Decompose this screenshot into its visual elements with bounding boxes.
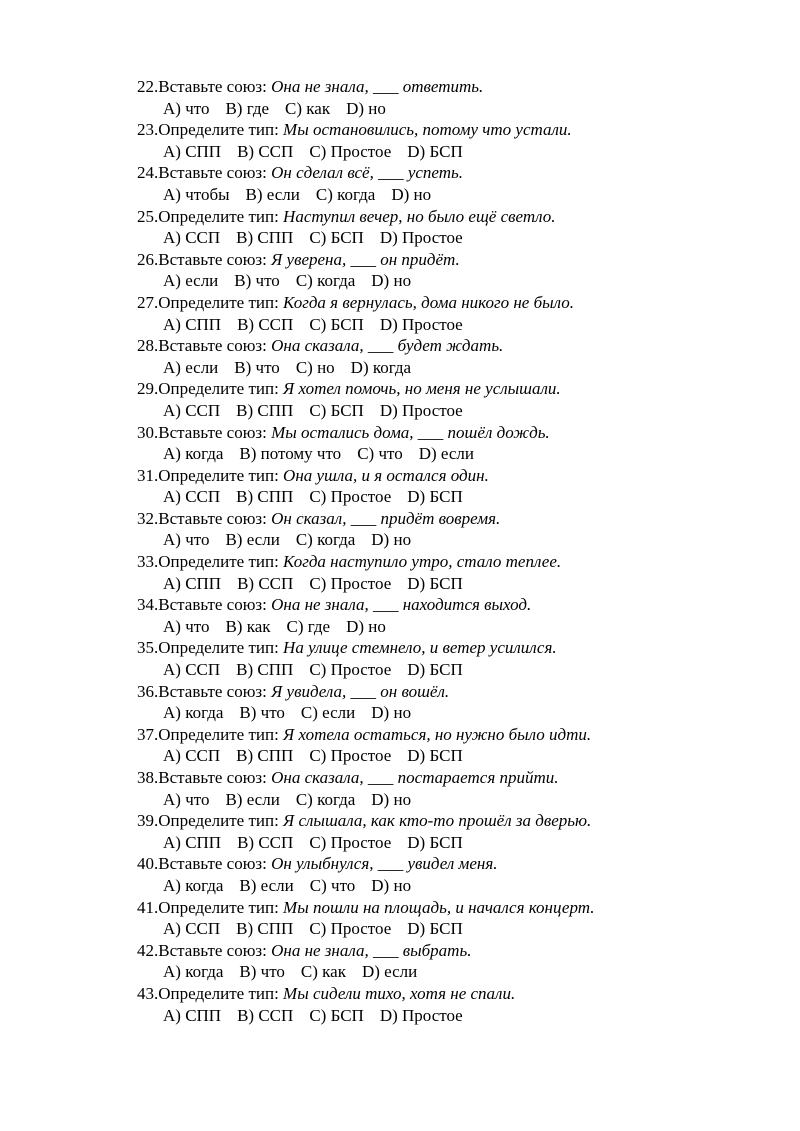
answer-option: A) что bbox=[163, 98, 210, 118]
question-sentence: Она ушла, и я остался один. bbox=[283, 465, 489, 485]
question-instruction: Определите тип: bbox=[158, 638, 284, 658]
question-sentence: Мы остались дома, ___ пошёл дождь. bbox=[271, 422, 550, 442]
question-item bbox=[137, 119, 757, 162]
answer-option: D) но bbox=[346, 616, 386, 636]
question-instruction: Определите тип: bbox=[158, 465, 284, 485]
question-line bbox=[137, 206, 757, 228]
question-number: 40. bbox=[137, 854, 159, 874]
question-sentence: Наступил вечер, но было ещё светло. bbox=[283, 206, 556, 226]
question-instruction: Вставьте союз: bbox=[158, 77, 272, 96]
answer-option: A) ССП bbox=[163, 228, 221, 248]
question-instruction: Определите тип: bbox=[158, 120, 284, 140]
question-line bbox=[137, 594, 757, 616]
question-sentence: Она не знала, ___ находится выход. bbox=[271, 595, 532, 615]
answer-option: C) когда bbox=[295, 271, 356, 291]
answer-option: D) Простое bbox=[379, 1005, 463, 1025]
answer-option: B) ССП bbox=[237, 832, 294, 852]
question-line bbox=[137, 810, 757, 832]
question-line bbox=[137, 422, 757, 444]
answer-option: B) СПП bbox=[236, 487, 294, 507]
answer-option: A) когда bbox=[163, 444, 224, 464]
question-item bbox=[137, 206, 757, 249]
answer-option: C) Простое bbox=[309, 832, 392, 852]
question-line bbox=[137, 983, 757, 1005]
question-instruction: Вставьте союз: bbox=[158, 854, 272, 874]
answer-option: C) когда bbox=[315, 184, 376, 204]
question-line bbox=[137, 681, 757, 703]
question-item bbox=[137, 249, 757, 292]
answer-option: C) Простое bbox=[309, 487, 392, 507]
answer-options bbox=[137, 357, 757, 379]
answer-option: A) что bbox=[163, 530, 210, 550]
answer-options bbox=[137, 486, 757, 508]
question-line bbox=[137, 249, 757, 271]
answer-option: A) когда bbox=[163, 962, 224, 982]
question-instruction: Вставьте союз: bbox=[158, 940, 272, 960]
answer-options bbox=[137, 961, 757, 983]
question-line bbox=[137, 162, 757, 184]
answer-option: D) БСП bbox=[407, 141, 463, 161]
answer-option: D) БСП bbox=[407, 832, 463, 852]
question-item bbox=[137, 594, 757, 637]
question-item bbox=[137, 422, 757, 465]
question-item bbox=[137, 810, 757, 853]
question-item bbox=[137, 292, 757, 335]
question-sentence: Мы сидели тихо, хотя не спали. bbox=[283, 983, 516, 1003]
answer-option: D) Простое bbox=[379, 400, 463, 420]
question-number: 33. bbox=[137, 552, 159, 572]
answer-option: D) БСП bbox=[407, 487, 463, 507]
answer-options bbox=[137, 616, 757, 638]
answer-option: B) что bbox=[234, 357, 280, 377]
answer-option: D) но bbox=[371, 530, 412, 550]
question-number: 36. bbox=[137, 681, 159, 701]
question-item bbox=[137, 378, 757, 421]
question-sentence: Я увидела, ___ он вошёл. bbox=[271, 681, 450, 701]
answer-option: C) где bbox=[286, 616, 331, 636]
answer-option: B) что bbox=[239, 962, 285, 982]
answer-option: D) Простое bbox=[379, 314, 463, 334]
question-sentence: Он сделал всё, ___ успеть. bbox=[271, 163, 463, 183]
question-instruction: Вставьте союз: bbox=[158, 768, 272, 787]
answer-option: B) СПП bbox=[236, 919, 294, 939]
question-number: 42. bbox=[137, 940, 159, 960]
answer-option: B) что bbox=[239, 703, 285, 723]
answer-options bbox=[137, 832, 757, 854]
question-number: 31. bbox=[137, 465, 159, 485]
answer-options bbox=[137, 918, 757, 940]
question-sentence: Когда я вернулась, дома никого не было. bbox=[283, 292, 575, 312]
question-sentence: Он улыбнулся, ___ увидел меня. bbox=[271, 854, 498, 874]
question-line bbox=[137, 637, 757, 659]
answer-options bbox=[137, 184, 757, 206]
question-sentence: Мы остановились, потому что устали. bbox=[283, 120, 572, 140]
answer-option: B) если bbox=[225, 530, 280, 550]
question-item bbox=[137, 335, 757, 378]
question-instruction: Вставьте союз: bbox=[158, 595, 272, 615]
answer-option: C) Простое bbox=[309, 660, 392, 680]
question-number: 25. bbox=[137, 206, 159, 226]
answer-option: D) но bbox=[371, 271, 412, 291]
question-line bbox=[137, 465, 757, 487]
answer-option: A) если bbox=[163, 357, 219, 377]
answer-option: C) БСП bbox=[309, 1005, 364, 1025]
answer-option: A) ССП bbox=[163, 919, 221, 939]
answer-option: A) СПП bbox=[163, 314, 222, 334]
answer-option: D) но bbox=[371, 703, 412, 723]
answer-options bbox=[137, 314, 757, 336]
question-item bbox=[137, 508, 757, 551]
question-number: 24. bbox=[137, 163, 159, 183]
question-number: 43. bbox=[137, 983, 159, 1003]
question-sentence: Она сказала, ___ постарается прийти. bbox=[271, 768, 559, 787]
question-number: 29. bbox=[137, 379, 159, 399]
question-item bbox=[137, 897, 757, 940]
answer-options bbox=[137, 659, 757, 681]
question-item bbox=[137, 853, 757, 896]
question-line bbox=[137, 119, 757, 141]
answer-option: B) ССП bbox=[237, 314, 294, 334]
question-sentence: На улице стемнело, и ветер усилился. bbox=[283, 638, 557, 658]
answer-option: B) ССП bbox=[237, 141, 294, 161]
answer-option: D) но bbox=[371, 875, 412, 895]
question-sentence: Мы пошли на площадь, и начался концерт. bbox=[283, 897, 595, 917]
answer-option: B) где bbox=[225, 98, 270, 118]
answer-option: C) Простое bbox=[309, 746, 392, 766]
answer-option: A) ССП bbox=[163, 660, 221, 680]
answer-option: B) СПП bbox=[236, 746, 294, 766]
answer-option: D) но bbox=[391, 184, 432, 204]
question-number: 22. bbox=[137, 77, 159, 96]
question-sentence: Она не знала, ___ ответить. bbox=[271, 77, 484, 96]
answer-options bbox=[137, 573, 757, 595]
answer-options bbox=[137, 443, 757, 465]
answer-options bbox=[137, 702, 757, 724]
question-number: 34. bbox=[137, 595, 159, 615]
answer-option: C) что bbox=[357, 444, 403, 464]
question-number: 35. bbox=[137, 638, 159, 658]
question-sentence: Я уверена, ___ он придёт. bbox=[271, 249, 460, 269]
answer-option: B) что bbox=[234, 271, 280, 291]
question-instruction: Вставьте союз: bbox=[158, 508, 272, 528]
question-item bbox=[137, 724, 757, 767]
question-sentence: Я хотел помочь, но меня не услышали. bbox=[283, 379, 561, 399]
question-sentence: Он сказал, ___ придёт вовремя. bbox=[271, 508, 501, 528]
answer-options bbox=[137, 141, 757, 163]
question-sentence: Я хотела остаться, но нужно было идти. bbox=[283, 724, 592, 744]
answer-option: D) если bbox=[418, 444, 474, 464]
question-instruction: Определите тип: bbox=[158, 552, 284, 572]
question-number: 41. bbox=[137, 897, 159, 917]
answer-option: B) потому что bbox=[239, 444, 342, 464]
question-line bbox=[137, 767, 757, 789]
answer-options bbox=[137, 98, 757, 120]
answer-option: B) СПП bbox=[236, 400, 294, 420]
answer-option: A) если bbox=[163, 271, 219, 291]
question-number: 37. bbox=[137, 724, 159, 744]
question-line bbox=[137, 551, 757, 573]
question-item bbox=[137, 162, 757, 205]
answer-options bbox=[137, 1005, 757, 1027]
answer-option: A) ССП bbox=[163, 487, 221, 507]
question-number: 30. bbox=[137, 422, 159, 442]
answer-option: B) ССП bbox=[237, 573, 294, 593]
question-item bbox=[137, 465, 757, 508]
answer-option: D) БСП bbox=[407, 919, 463, 939]
answer-option: D) БСП bbox=[407, 746, 463, 766]
question-instruction: Вставьте союз: bbox=[158, 336, 272, 356]
question-line bbox=[137, 853, 757, 875]
answer-option: C) но bbox=[295, 357, 335, 377]
question-number: 28. bbox=[137, 336, 159, 356]
answer-option: C) БСП bbox=[309, 314, 364, 334]
answer-option: A) СПП bbox=[163, 832, 222, 852]
question-instruction: Вставьте союз: bbox=[158, 249, 272, 269]
question-instruction: Определите тип: bbox=[158, 983, 284, 1003]
answer-option: B) если bbox=[239, 875, 294, 895]
answer-options bbox=[137, 875, 757, 897]
answer-option: D) но bbox=[371, 789, 412, 809]
answer-option: A) СПП bbox=[163, 141, 222, 161]
question-line bbox=[137, 724, 757, 746]
answer-option: C) БСП bbox=[309, 228, 364, 248]
question-line bbox=[137, 940, 757, 962]
answer-option: A) ССП bbox=[163, 746, 221, 766]
question-instruction: Определите тип: bbox=[158, 897, 284, 917]
answer-option: D) если bbox=[361, 962, 418, 982]
answer-option: C) если bbox=[300, 703, 356, 723]
answer-options bbox=[137, 529, 757, 551]
answer-option: C) когда bbox=[295, 789, 356, 809]
answer-option: A) что bbox=[163, 789, 210, 809]
question-number: 38. bbox=[137, 768, 159, 787]
answer-option: B) если bbox=[245, 184, 300, 204]
answer-option: D) но bbox=[346, 98, 386, 118]
question-line bbox=[137, 897, 757, 919]
question-line bbox=[137, 292, 757, 314]
answer-option: A) когда bbox=[163, 875, 224, 895]
question-sentence: Я слышала, как кто-то прошёл за дверью. bbox=[283, 811, 592, 831]
answer-options bbox=[137, 789, 757, 811]
answer-option: D) БСП bbox=[407, 660, 463, 680]
answer-option: B) ССП bbox=[237, 1005, 294, 1025]
question-sentence: Она не знала, ___ выбрать. bbox=[271, 940, 472, 960]
answer-option: C) как bbox=[300, 962, 346, 982]
answer-option: A) ССП bbox=[163, 400, 221, 420]
answer-option: C) Простое bbox=[309, 573, 392, 593]
question-instruction: Определите тип: bbox=[158, 292, 284, 312]
question-instruction: Определите тип: bbox=[158, 206, 284, 226]
question-line bbox=[137, 508, 757, 530]
answer-option: C) Простое bbox=[309, 919, 392, 939]
question-instruction: Вставьте союз: bbox=[158, 422, 272, 442]
question-item bbox=[137, 681, 757, 724]
question-line bbox=[137, 76, 757, 98]
question-instruction: Вставьте союз: bbox=[158, 163, 272, 183]
answer-option: A) что bbox=[163, 616, 210, 636]
answer-option: C) что bbox=[309, 875, 356, 895]
answer-options bbox=[137, 400, 757, 422]
answer-options bbox=[137, 227, 757, 249]
question-number: 23. bbox=[137, 120, 159, 140]
answer-option: A) когда bbox=[163, 703, 224, 723]
question-instruction: Определите тип: bbox=[158, 811, 284, 831]
question-line bbox=[137, 335, 757, 357]
answer-option: C) БСП bbox=[309, 400, 364, 420]
answer-option: A) СПП bbox=[163, 1005, 222, 1025]
answer-option: B) если bbox=[225, 789, 280, 809]
answer-option: A) чтобы bbox=[163, 184, 230, 204]
question-instruction: Определите тип: bbox=[158, 724, 284, 744]
question-number: 32. bbox=[137, 508, 159, 528]
question-instruction: Определите тип: bbox=[158, 379, 284, 399]
question-item bbox=[137, 637, 757, 680]
question-number: 26. bbox=[137, 249, 159, 269]
question-sentence: Она сказала, ___ будет ждать. bbox=[271, 336, 504, 356]
answer-option: D) когда bbox=[350, 357, 412, 377]
answer-option: C) как bbox=[285, 98, 331, 118]
answer-option: D) Простое bbox=[379, 228, 463, 248]
question-number: 39. bbox=[137, 811, 159, 831]
question-item bbox=[137, 76, 757, 119]
question-sentence: Когда наступило утро, стало теплее. bbox=[283, 552, 562, 572]
answer-option: D) БСП bbox=[407, 573, 463, 593]
question-line bbox=[137, 378, 757, 400]
answer-options bbox=[137, 745, 757, 767]
answer-option: C) когда bbox=[295, 530, 356, 550]
answer-option: B) СПП bbox=[236, 228, 294, 248]
answer-option: C) Простое bbox=[309, 141, 392, 161]
answer-option: B) как bbox=[225, 616, 271, 636]
question-item bbox=[137, 983, 757, 1026]
question-item bbox=[137, 940, 757, 983]
question-item bbox=[137, 551, 757, 594]
answer-option: B) СПП bbox=[236, 660, 294, 680]
question-number: 27. bbox=[137, 292, 159, 312]
question-instruction: Вставьте союз: bbox=[158, 681, 272, 701]
answer-option: A) СПП bbox=[163, 573, 222, 593]
question-item bbox=[137, 767, 757, 810]
question-list bbox=[137, 76, 757, 1026]
answer-options bbox=[137, 270, 757, 292]
